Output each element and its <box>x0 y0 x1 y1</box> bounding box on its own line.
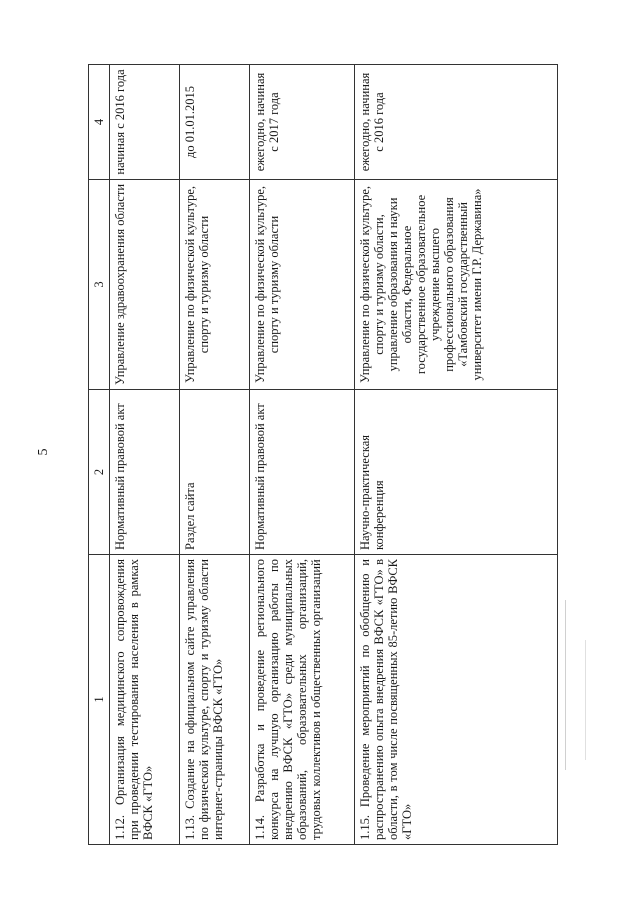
measure-cell: 1.13. Создание на официальном сайте управления по физической культуре, спорту и туризму области интернет-страницы ВФСК «ГТО» <box>180 555 250 845</box>
column-header: 4 <box>89 65 110 180</box>
column-header: 1 <box>89 555 110 845</box>
deadline-cell: ежегодно, начиная с 2016 года <box>355 65 558 180</box>
table-row <box>110 65 180 845</box>
form-cell: Научно-практическая конференция <box>355 390 558 555</box>
table-row <box>180 65 250 845</box>
form-cell: Нормативный правовой акт <box>110 390 180 555</box>
column-header: 2 <box>89 390 110 555</box>
deadline-cell: ежегодно, начиная с 2017 года <box>250 65 355 180</box>
form-cell: Нормативный правовой акт <box>250 390 355 555</box>
deadline-cell: до 01.01.2015 <box>180 65 250 180</box>
scan-artifact-line <box>565 600 566 770</box>
scan-artifact-line <box>585 640 586 760</box>
table-row <box>355 65 558 845</box>
responsible-cell: Управление по физической культуре, спорту и туризму области <box>180 180 250 390</box>
responsible-cell: Управление здравоохранения области <box>110 180 180 390</box>
table-row <box>250 65 355 845</box>
rotated-table-container <box>88 65 558 845</box>
plan-table <box>88 64 558 845</box>
page-number: 5 <box>36 448 51 456</box>
responsible-cell: Управление по физической культуре, спорту и туризму области, управление образования и науки области, Федеральное государственное образовательное учреждение высшего профессионального образования «Тамбовский государственный университет имени Г.Р. Державина» <box>355 180 558 390</box>
responsible-cell: Управление по физической культуре, спорту и туризму области <box>250 180 355 390</box>
deadline-cell: начиная с 2016 года <box>110 65 180 180</box>
form-cell: Раздел сайта <box>180 390 250 555</box>
measure-cell: 1.12. Организация медицинского сопровождения при проведении тестирования населения в рамках ВФСК «ГТО» <box>110 555 180 845</box>
header-row <box>89 65 110 845</box>
measure-cell: 1.15. Проведение мероприятий по обобщению и распространению опыта внедрения ВФСК «ГТО» в области, в том числе посвященных 85-летию ВФСК «ГТО» <box>355 555 558 845</box>
measure-cell: 1.14. Разработка и проведение регионального конкурса на лучшую организацию работы по внедрению ВФСК «ГТО» среди муниципальных образований, образовательных организаций, трудовых коллективов и общественных организаций <box>250 555 355 845</box>
column-header: 3 <box>89 180 110 390</box>
